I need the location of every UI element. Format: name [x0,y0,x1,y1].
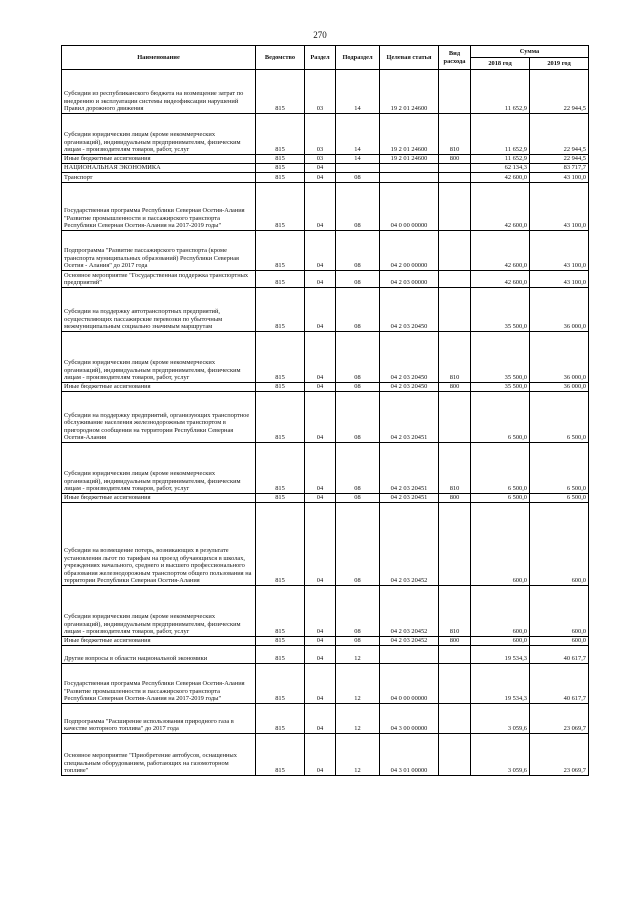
table-cell-target: 04 2 03 20452 [380,586,439,637]
table-cell-2019: 6 500,0 [530,443,589,494]
table-cell-2018: 11 652,9 [471,114,530,155]
table-cell-expense-type [439,392,471,443]
table-cell-dept: 815 [256,392,305,443]
table-cell-dept: 815 [256,664,305,704]
header-target: Целевая статья [380,46,439,70]
table-cell-name: Основное мероприятие "Государственная поддержка транспортных предприятий" [62,271,256,288]
table-cell-2018: 42 600,0 [471,183,530,231]
table-row [62,332,589,383]
table-cell-subsection [336,164,380,173]
table-cell-expense-type [439,70,471,114]
table-cell-subsection: 08 [336,271,380,288]
table-cell-subsection: 08 [336,183,380,231]
table-row [62,271,589,288]
table-cell-target: 19 2 01 24600 [380,155,439,164]
table-row [62,231,589,271]
table-cell-2018: 6 500,0 [471,392,530,443]
table-cell-target: 04 2 03 00000 [380,271,439,288]
table-cell-dept: 815 [256,173,305,183]
table-cell-expense-type: 800 [439,383,471,392]
table-cell-name: Иные бюджетные ассигнования [62,637,256,646]
table-cell-name: Государственная программа Республики Северная Осетия-Алания "Развитие промышленности и пассажирского транспорта Республики Северная Осетия-Алания на 2017-2019 годы" [62,664,256,704]
table-cell-name: Иные бюджетные ассигнования [62,494,256,503]
table-cell-name: Иные бюджетные ассигнования [62,383,256,392]
table-cell-dept: 815 [256,494,305,503]
table-cell-2019: 36 000,0 [530,383,589,392]
table-cell-section: 04 [305,332,336,383]
table-cell-2019: 40 617,7 [530,664,589,704]
table-cell-dept: 815 [256,155,305,164]
table-cell-dept: 815 [256,114,305,155]
table-cell-2019: 36 000,0 [530,332,589,383]
table-cell-expense-type: 810 [439,586,471,637]
table-cell-subsection: 08 [336,173,380,183]
header-dept: Ведомство [256,46,305,70]
table-cell-section: 04 [305,288,336,332]
table-row [62,443,589,494]
table-cell-dept: 815 [256,637,305,646]
table-cell-subsection: 08 [336,383,380,392]
table-cell-2018: 11 652,9 [471,70,530,114]
table-cell-2018: 11 652,9 [471,155,530,164]
header-section: Раздел [305,46,336,70]
table-row [62,586,589,637]
table-cell-2018: 6 500,0 [471,443,530,494]
header-subsection: Подраздел [336,46,380,70]
table-cell-expense-type: 800 [439,155,471,164]
table-cell-section: 04 [305,164,336,173]
table-cell-subsection: 08 [336,494,380,503]
table-row [62,392,589,443]
table-cell-name: Иные бюджетные ассигнования [62,155,256,164]
table-cell-section: 04 [305,231,336,271]
table-cell-2019: 43 100,0 [530,173,589,183]
table-cell-2019: 600,0 [530,586,589,637]
table-cell-name: Основное мероприятие "Приобретение автобусов, оснащенных специальным оборудованием, работающих на газомоторном топливе" [62,734,256,776]
table-row [62,288,589,332]
table-cell-2019: 40 617,7 [530,646,589,664]
table-row [62,646,589,664]
table-cell-2019: 22 944,5 [530,155,589,164]
table-cell-subsection: 12 [336,664,380,704]
table-cell-dept: 815 [256,383,305,392]
table-cell-section: 04 [305,271,336,288]
table-cell-dept: 815 [256,183,305,231]
table-cell-subsection: 08 [336,288,380,332]
table-cell-2018: 35 500,0 [471,288,530,332]
table-cell-section: 04 [305,704,336,734]
budget-table [61,45,589,776]
table-cell-section: 03 [305,155,336,164]
table-cell-section: 04 [305,392,336,443]
table-cell-name: Другие вопросы в области национальной экономики [62,646,256,664]
table-cell-target: 04 2 00 00000 [380,231,439,271]
table-cell-expense-type [439,173,471,183]
table-row [62,664,589,704]
table-cell-dept: 815 [256,586,305,637]
table-cell-2019: 22 944,5 [530,114,589,155]
table-row [62,494,589,503]
table-cell-target: 19 2 01 24600 [380,70,439,114]
table-cell-name: Субсидии на поддержку автотранспортных предприятий, осуществляющих пассажирские перевозки по убыточным межмуниципальным социально значимым маршрутам [62,288,256,332]
table-cell-target: 04 2 03 20452 [380,637,439,646]
table-cell-section: 04 [305,173,336,183]
table-cell-expense-type [439,734,471,776]
table-cell-2018: 600,0 [471,586,530,637]
page-number: 270 [313,30,327,40]
table-cell-expense-type [439,646,471,664]
table-cell-name: Субсидии юридическим лицам (кроме некоммерческих организаций), индивидуальным предпринимателям, физическим лицам - производителям товаров, работ, услуг [62,443,256,494]
table-cell-section: 04 [305,734,336,776]
table-cell-subsection: 14 [336,155,380,164]
table-cell-name: Субсидии на возмещение потерь, возникающих в результате установления льгот по тарифам на проезд обучающихся в школах, учреждениях начального, среднего и высшего профессионального образования железнодорожным транспортом общего пользования на территории Республики Северная Осетия-Алания [62,503,256,586]
table-cell-target: 04 0 00 00000 [380,183,439,231]
table-cell-target: 04 3 00 00000 [380,704,439,734]
header-expense-type: Вид расхода [439,46,471,70]
table-cell-target: 04 2 03 20450 [380,288,439,332]
table-cell-subsection: 12 [336,646,380,664]
table-row [62,164,589,173]
table-cell-target: 04 2 03 20451 [380,494,439,503]
header-2019: 2019 год [530,58,589,70]
table-cell-target: 04 2 03 20451 [380,392,439,443]
table-cell-2019: 600,0 [530,503,589,586]
table-cell-name: НАЦИОНАЛЬНАЯ ЭКОНОМИКА [62,164,256,173]
table-cell-dept: 815 [256,503,305,586]
table-cell-target: 04 2 03 20450 [380,383,439,392]
table-cell-subsection: 08 [336,332,380,383]
table-cell-2018: 42 600,0 [471,231,530,271]
table-cell-dept: 815 [256,443,305,494]
table-cell-subsection: 12 [336,704,380,734]
table-cell-name: Субсидии юридическим лицам (кроме некоммерческих организаций), индивидуальным предпринимателям, физическим лицам - производителям товаров, работ, услуг [62,332,256,383]
table-cell-subsection: 08 [336,392,380,443]
table-cell-subsection: 08 [336,231,380,271]
table-cell-2018: 42 600,0 [471,173,530,183]
table-cell-section: 04 [305,443,336,494]
table-row [62,637,589,646]
table-row [62,503,589,586]
table-cell-2019: 36 000,0 [530,288,589,332]
table-cell-name: Субсидии юридическим лицам (кроме некоммерческих организаций), индивидуальным предпринимателям, физическим лицам - производителям товаров, работ, услуг [62,586,256,637]
table-cell-2019: 22 944,5 [530,70,589,114]
table-cell-target [380,164,439,173]
table-cell-subsection: 12 [336,734,380,776]
table-cell-2018: 42 600,0 [471,271,530,288]
table-cell-expense-type [439,231,471,271]
table-cell-2019: 23 069,7 [530,704,589,734]
header-sum: Сумма [471,46,589,58]
table-cell-name: Государственная программа Республики Северная Осетия-Алания "Развитие промышленности и пассажирского транспорта Республики Северная Осетия-Алания на 2017-2019 годы" [62,183,256,231]
table-cell-2019: 43 100,0 [530,231,589,271]
table-cell-target: 04 2 03 20451 [380,443,439,494]
table-cell-subsection: 08 [336,637,380,646]
table-cell-expense-type [439,704,471,734]
table-cell-section: 03 [305,70,336,114]
table-cell-target: 04 3 01 00000 [380,734,439,776]
table-row [62,114,589,155]
table-cell-section: 04 [305,664,336,704]
table-cell-2018: 35 500,0 [471,383,530,392]
table-cell-subsection: 14 [336,70,380,114]
table-cell-2019: 23 069,7 [530,734,589,776]
table-row [62,70,589,114]
header-2018: 2018 год [471,58,530,70]
table-cell-dept: 815 [256,288,305,332]
table-cell-dept: 815 [256,332,305,383]
table-row [62,704,589,734]
table-cell-section: 04 [305,637,336,646]
table-cell-target: 19 2 01 24600 [380,114,439,155]
table-cell-expense-type [439,271,471,288]
table-cell-expense-type [439,664,471,704]
table-cell-dept: 815 [256,271,305,288]
table-cell-2018: 6 500,0 [471,494,530,503]
table-cell-dept: 815 [256,704,305,734]
table-cell-expense-type: 800 [439,637,471,646]
table-cell-subsection: 14 [336,114,380,155]
table-cell-section: 04 [305,383,336,392]
table-cell-dept: 815 [256,164,305,173]
table-row [62,183,589,231]
table-cell-target: 04 2 03 20452 [380,503,439,586]
table-cell-expense-type: 810 [439,332,471,383]
table-cell-dept: 815 [256,70,305,114]
table-cell-2018: 600,0 [471,503,530,586]
table-row [62,173,589,183]
table-cell-name: Транспорт [62,173,256,183]
table-cell-dept: 815 [256,734,305,776]
table-cell-section: 04 [305,494,336,503]
table-cell-subsection: 08 [336,503,380,586]
table-cell-2018: 3 059,6 [471,734,530,776]
table-cell-target [380,646,439,664]
table-cell-dept: 815 [256,646,305,664]
table-cell-2019: 43 100,0 [530,183,589,231]
table-cell-name: Субсидии из республиканского бюджета на возмещение затрат по внедрению и эксплуатации системы видеофиксации нарушений Правил дорожного движения [62,70,256,114]
table-cell-2019: 6 500,0 [530,392,589,443]
table-row [62,155,589,164]
table-cell-section: 04 [305,646,336,664]
table-cell-expense-type: 800 [439,494,471,503]
table-cell-2019: 600,0 [530,637,589,646]
table-cell-expense-type [439,183,471,231]
table-cell-2019: 83 717,7 [530,164,589,173]
header-name: Наименование [62,46,256,70]
table-cell-expense-type: 810 [439,443,471,494]
table-cell-2019: 43 100,0 [530,271,589,288]
table-cell-2018: 19 534,3 [471,664,530,704]
table-cell-subsection: 08 [336,443,380,494]
table-cell-2018: 3 059,6 [471,704,530,734]
table-cell-expense-type [439,164,471,173]
table-cell-section: 04 [305,586,336,637]
table-cell-2018: 35 500,0 [471,332,530,383]
table-cell-expense-type [439,288,471,332]
table-cell-name: Подпрограмма "Расширение использования природного газа в качестве моторного топлива" до 2017 года [62,704,256,734]
table-cell-2019: 6 500,0 [530,494,589,503]
table-cell-name: Субсидии юридическим лицам (кроме некоммерческих организаций), индивидуальным предпринимателям, физическим лицам - производителям товаров, работ, услуг [62,114,256,155]
table-cell-section: 03 [305,114,336,155]
table-row [62,734,589,776]
table-cell-2018: 62 134,3 [471,164,530,173]
table-cell-name: Подпрограмма "Развитие пассажирского транспорта (кроме транспорта муниципальных образований) Республики Северная Осетия - Алания" до 2017 года [62,231,256,271]
table-cell-expense-type [439,503,471,586]
table-cell-target [380,173,439,183]
table-cell-section: 04 [305,503,336,586]
table-cell-2018: 600,0 [471,637,530,646]
table-cell-target: 04 0 00 00000 [380,664,439,704]
table-cell-dept: 815 [256,231,305,271]
table-cell-subsection: 08 [336,586,380,637]
table-cell-2018: 19 534,3 [471,646,530,664]
table-row [62,383,589,392]
table-cell-name: Субсидии на поддержку предприятий, организующих транспортное обслуживание населения железнодорожным транспортом в пригородном сообщении на территории Республики Северная Осетия-Алания [62,392,256,443]
table-cell-target: 04 2 03 20450 [380,332,439,383]
table-cell-expense-type: 810 [439,114,471,155]
table-cell-section: 04 [305,183,336,231]
